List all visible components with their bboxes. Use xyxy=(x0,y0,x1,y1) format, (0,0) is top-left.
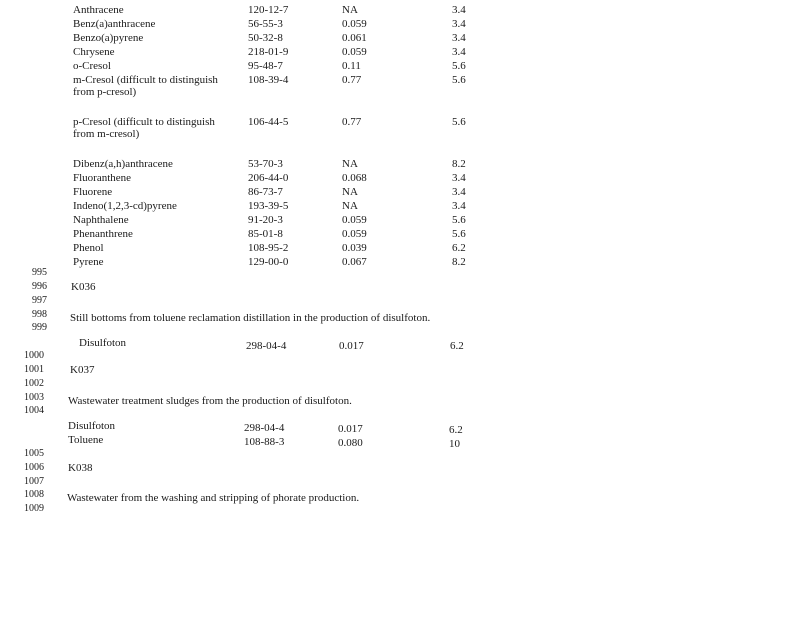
row-nonwastewater: 6.2 xyxy=(449,424,463,436)
row-name: Indeno(1,2,3-cd)pyrene xyxy=(73,200,177,212)
row-name: Phenanthrene xyxy=(73,228,133,240)
row-cas: 106-44-5 xyxy=(248,116,289,128)
line-number: 997 xyxy=(32,295,47,306)
row-nonwastewater: 5.6 xyxy=(452,74,466,86)
row-wastewater: NA xyxy=(342,158,358,170)
row-nonwastewater: 5.6 xyxy=(452,228,466,240)
row-nonwastewater: 5.6 xyxy=(452,60,466,72)
row-name: Disulfoton xyxy=(68,420,116,432)
row-nonwastewater: 3.4 xyxy=(452,32,466,44)
line-number: 1009 xyxy=(24,503,44,514)
row-name: p-Cresol (difficult to distinguish from m-cresol) xyxy=(73,116,215,140)
row-name: Dibenz(a,h)anthracene xyxy=(73,158,173,170)
row-nonwastewater: 3.4 xyxy=(452,46,466,58)
line-number: 1003 xyxy=(24,392,44,403)
row-name: Fluorene xyxy=(73,186,113,198)
row-nonwastewater: 8.2 xyxy=(452,158,466,170)
row-cas: 193-39-5 xyxy=(248,200,289,212)
row-nonwastewater: 3.4 xyxy=(452,18,466,30)
row-nonwastewater: 3.4 xyxy=(452,200,466,212)
row-nonwastewater: 5.6 xyxy=(452,214,466,226)
row-wastewater: 0.059 xyxy=(342,214,367,226)
row-wastewater: NA xyxy=(342,4,358,16)
row-name: Benzo(a)pyrene xyxy=(73,32,144,44)
row-wastewater: NA xyxy=(342,186,358,198)
row-cas: 108-88-3 xyxy=(244,436,285,448)
line-number: 998 xyxy=(32,309,47,320)
row-name: Phenol xyxy=(73,242,104,254)
row-cas: 206-44-0 xyxy=(248,172,289,184)
line-number: 1007 xyxy=(24,476,44,487)
row-name: Fluoranthene xyxy=(73,172,132,184)
row-nonwastewater: 5.6 xyxy=(452,116,466,128)
row-nonwastewater: 3.4 xyxy=(452,186,466,198)
row-name: Benz(a)anthracene xyxy=(73,18,156,30)
row-cas: 53-70-3 xyxy=(248,158,283,170)
line-number: 1008 xyxy=(24,489,44,500)
row-cas: 50-32-8 xyxy=(248,32,283,44)
row-cas: 218-01-9 xyxy=(248,46,289,58)
row-nonwastewater: 8.2 xyxy=(452,256,466,268)
row-wastewater: 0.059 xyxy=(342,18,367,30)
row-cas: 129-00-0 xyxy=(248,256,289,268)
row-name: o-Cresol xyxy=(73,60,111,72)
row-nonwastewater: 3.4 xyxy=(452,172,466,184)
waste-code-k036: K036 xyxy=(71,281,96,293)
line-number: 996 xyxy=(32,281,47,292)
row-name: Disulfoton xyxy=(79,337,127,349)
waste-description-k036: Still bottoms from toluene reclamation distillation in the production of disulfoton. xyxy=(70,312,431,324)
row-wastewater: 0.017 xyxy=(339,340,364,352)
line-number: 995 xyxy=(32,267,47,278)
line-number: 1001 xyxy=(24,364,44,375)
line-number: 1002 xyxy=(24,378,44,389)
line-number: 1005 xyxy=(24,448,44,459)
line-number: 1006 xyxy=(24,462,44,473)
row-nonwastewater: 6.2 xyxy=(452,242,466,254)
row-name: Pyrene xyxy=(73,256,104,268)
row-wastewater: 0.039 xyxy=(342,242,367,254)
row-nonwastewater: 10 xyxy=(449,438,460,450)
row-cas: 56-55-3 xyxy=(248,18,283,30)
row-nonwastewater: 6.2 xyxy=(450,340,464,352)
row-cas: 85-01-8 xyxy=(248,228,283,240)
row-name: Toluene xyxy=(68,434,104,446)
waste-code-k037: K037 xyxy=(70,364,95,376)
row-wastewater: 0.11 xyxy=(342,60,361,72)
row-wastewater: NA xyxy=(342,200,358,212)
row-cas: 298-04-4 xyxy=(246,340,287,352)
line-number: 1000 xyxy=(24,350,44,361)
waste-description-k038: Wastewater from the washing and stripping of phorate production. xyxy=(67,492,360,504)
row-name: Naphthalene xyxy=(73,214,129,226)
row-nonwastewater: 3.4 xyxy=(452,4,466,16)
row-name: Chrysene xyxy=(73,46,115,58)
row-cas: 86-73-7 xyxy=(248,186,283,198)
line-number: 999 xyxy=(32,322,47,333)
row-wastewater: 0.017 xyxy=(338,423,363,435)
row-cas: 95-48-7 xyxy=(248,60,283,72)
row-wastewater: 0.059 xyxy=(342,228,367,240)
row-cas: 108-95-2 xyxy=(248,242,289,254)
row-name: m-Cresol (difficult to distinguish from p-cresol) xyxy=(73,74,218,98)
row-wastewater: 0.067 xyxy=(342,256,367,268)
row-cas: 120-12-7 xyxy=(248,4,289,16)
row-cas: 108-39-4 xyxy=(248,74,289,86)
row-wastewater: 0.080 xyxy=(338,437,363,449)
row-wastewater: 0.061 xyxy=(342,32,367,44)
row-wastewater: 0.77 xyxy=(342,74,362,86)
row-wastewater: 0.068 xyxy=(342,172,367,184)
waste-description-k037: Wastewater treatment sludges from the production of disulfoton. xyxy=(68,395,352,407)
line-number: 1004 xyxy=(24,405,44,416)
row-wastewater: 0.77 xyxy=(342,116,362,128)
row-cas: 298-04-4 xyxy=(244,422,285,434)
row-name: Anthracene xyxy=(73,4,124,16)
row-cas: 91-20-3 xyxy=(248,214,283,226)
waste-code-k038: K038 xyxy=(68,462,93,474)
row-wastewater: 0.059 xyxy=(342,46,367,58)
